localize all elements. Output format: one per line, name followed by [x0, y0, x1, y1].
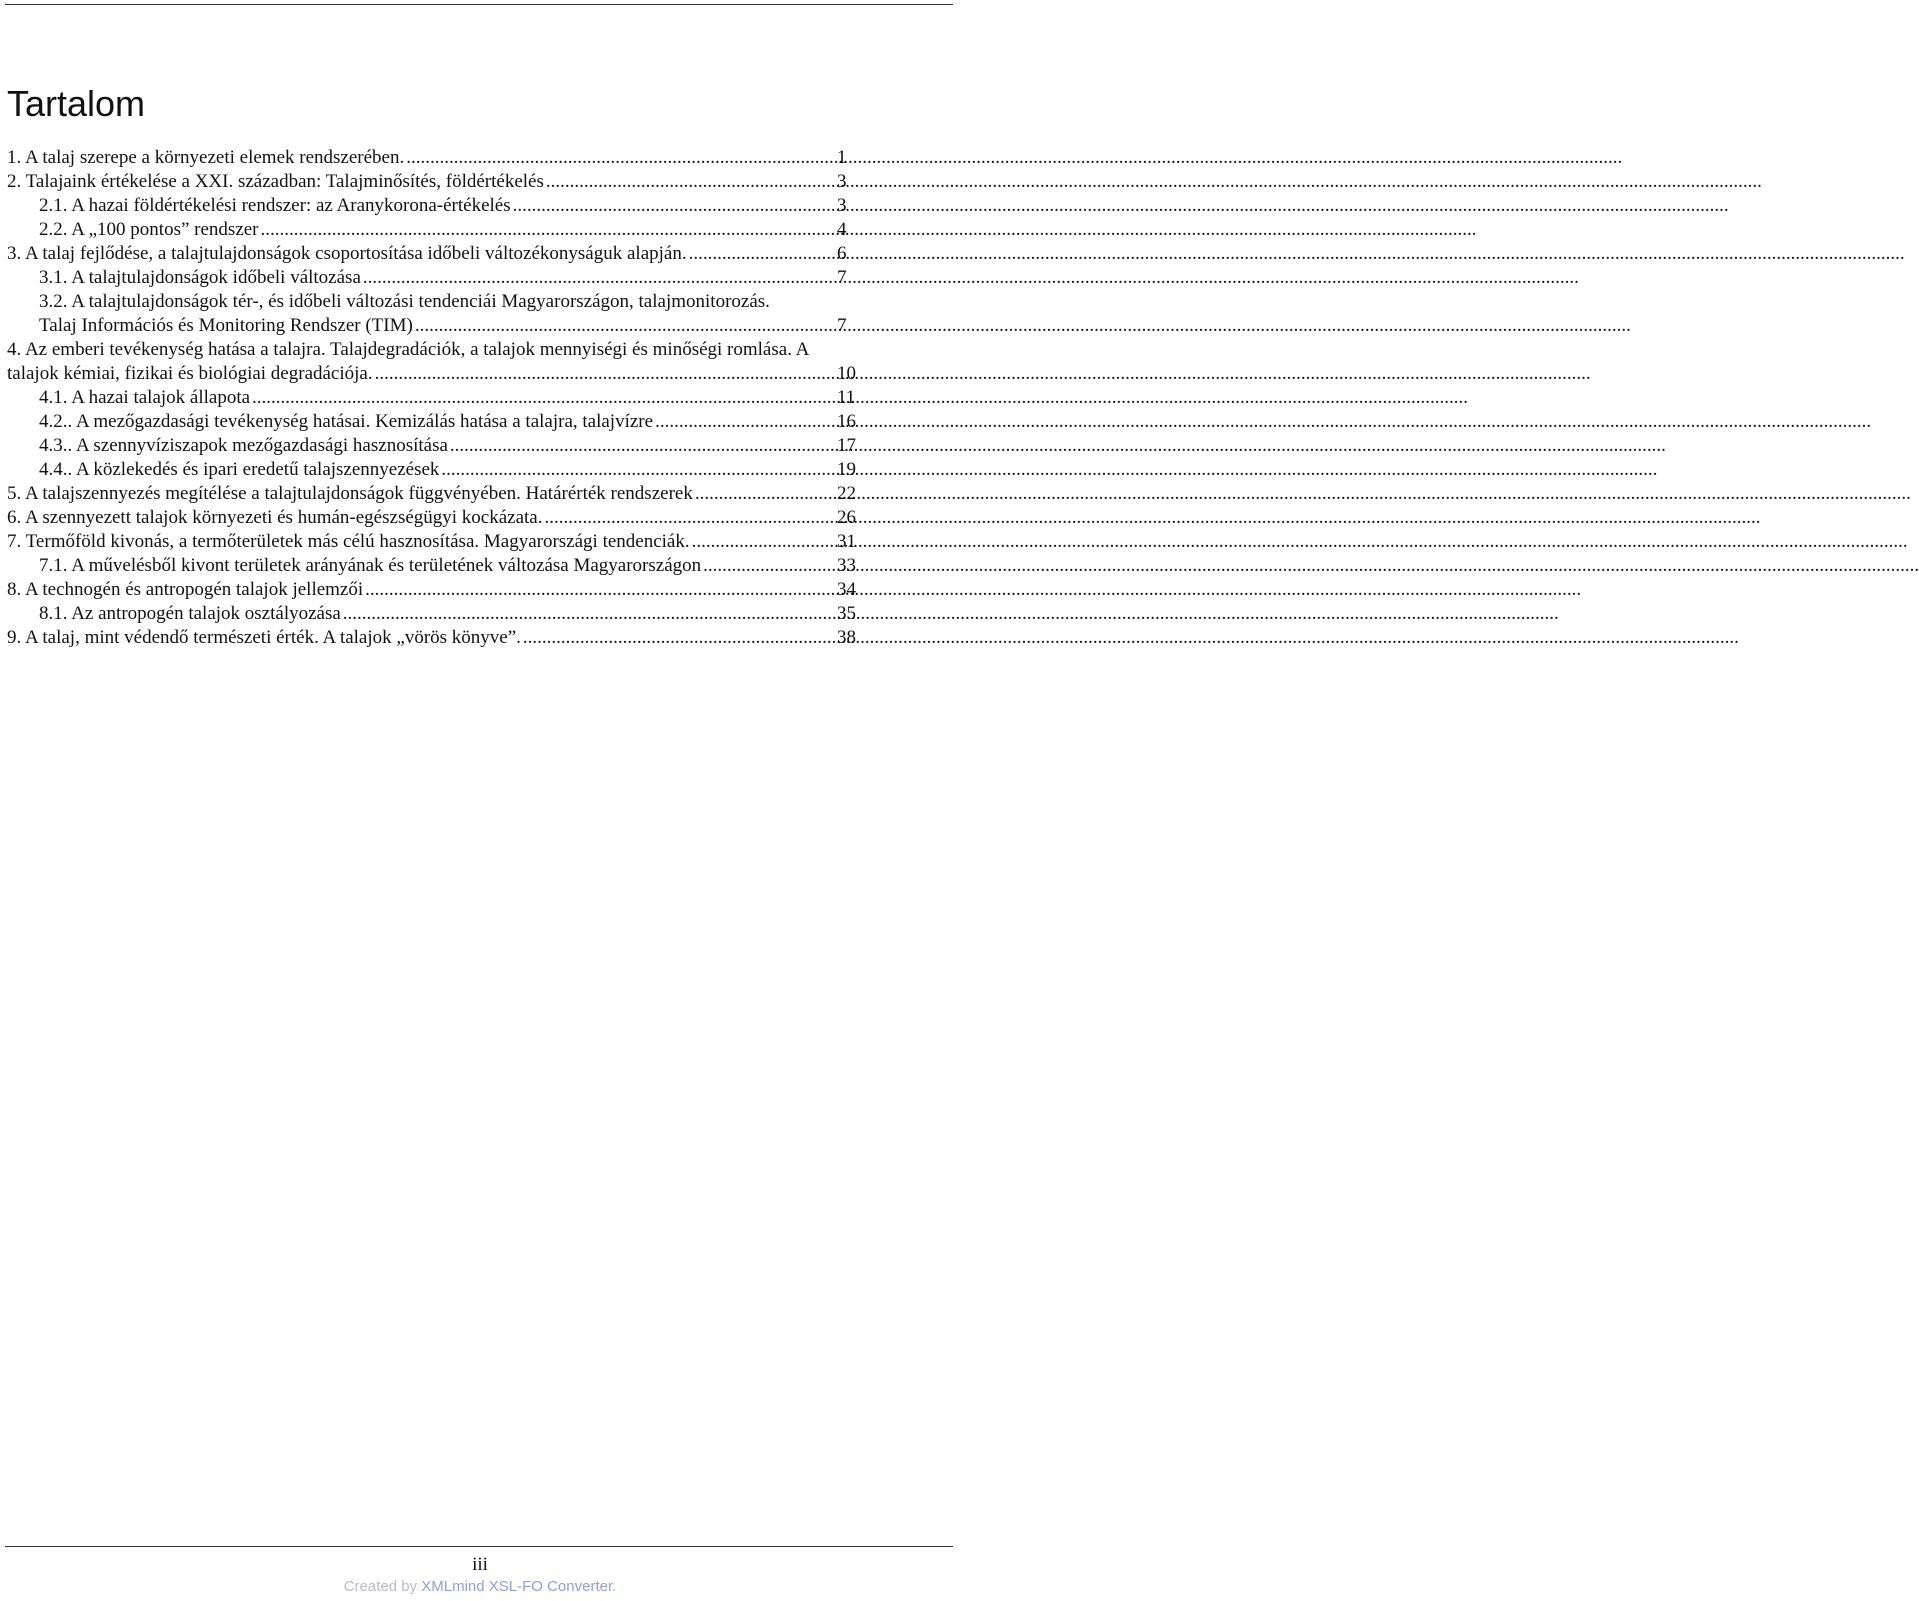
toc-leader-dots: [252, 386, 831, 410]
toc-page-number: 3: [837, 171, 847, 192]
toc-entry-7-1[interactable]: [7, 554, 863, 578]
toc-entry-3-2[interactable]: [7, 290, 863, 338]
toc-page-number: 4: [837, 219, 847, 240]
footer-rule: [5, 1546, 953, 1547]
toc-leader-dots: [365, 578, 831, 602]
toc-entry-text: 1. A talaj szerepe a környezeti elemek rendszerében.: [7, 147, 405, 168]
toc-leader-dots: [375, 362, 831, 386]
toc-entry-text: Talaj Információs és Monitoring Rendszer (TIM): [39, 315, 413, 336]
toc-leader-dots: [343, 602, 831, 626]
toc-leader-dots: [655, 410, 831, 434]
toc-entry-4-3[interactable]: [7, 434, 863, 458]
toc-entry-4-1[interactable]: [7, 386, 863, 410]
page-title: Tartalom: [7, 83, 146, 124]
toc-leader-dots: [692, 530, 831, 554]
header-rule: [5, 4, 953, 5]
toc-page-number: 22: [837, 483, 856, 504]
toc-entry-text: 2. Talajaink értékelése a XXI. században: Talajminősítés, földértékelés: [7, 171, 544, 192]
toc-page-number: 1: [837, 147, 847, 168]
toc-page-number: 33: [837, 555, 856, 576]
toc-leader-dots: [450, 434, 831, 458]
toc-entry-5[interactable]: [7, 482, 863, 506]
toc-entry-8[interactable]: [7, 578, 863, 602]
toc-leader-dots: [406, 146, 831, 170]
toc-entry-4-4[interactable]: [7, 458, 863, 482]
toc-entry-text: talajok kémiai, fizikai és biológiai degradációja.: [7, 363, 373, 384]
toc-entry-text: 3.1. A talajtulajdonságok időbeli változása: [39, 267, 361, 288]
toc-leader-dots: [513, 194, 831, 218]
toc-entry-4-2[interactable]: [7, 410, 863, 434]
toc-leader-dots: [363, 266, 831, 290]
toc-leader-dots: [689, 242, 831, 266]
toc-leader-dots: [441, 458, 831, 482]
toc-entry-text: 2.1. A hazai földértékelési rendszer: az Aranykorona-értékelés: [39, 195, 511, 216]
toc-entry-text: 9. A talaj, mint védendő természeti érték. A talajok „vörös könyve”.: [7, 627, 521, 648]
toc-page-number: 16: [837, 411, 856, 432]
toc-page-number: 26: [837, 507, 856, 528]
toc-page-number: 3: [837, 195, 847, 216]
toc-page-number: 7: [837, 315, 847, 336]
toc-entry-text-first-line: 3.2. A talajtulajdonságok tér-, és időbeli változási tendenciái Magyarországon, talajmonitorozás.: [39, 291, 770, 312]
generator-credit: [0, 1578, 960, 1595]
toc-leader-dots: [415, 314, 831, 338]
toc-entry-3[interactable]: [7, 242, 863, 266]
toc-page-number: 35: [837, 603, 856, 624]
generator-brand-link[interactable]: XMLmind XSL-FO Converter: [421, 1578, 613, 1595]
toc-entry-text: 2.2. A „100 pontos” rendszer: [39, 219, 259, 240]
toc-leader-dots: [261, 218, 831, 242]
toc-entry-text: 7.1. A művelésből kivont területek arányának és területének változása Magyarországon: [39, 555, 702, 576]
toc-entry-9[interactable]: [7, 626, 863, 650]
toc-leader-dots: [695, 482, 831, 506]
toc-page-number: 11: [837, 387, 856, 408]
toc-leader-dots: [545, 506, 832, 530]
toc-entry-text: 3. A talaj fejlődése, a talajtulajdonságok csoportosítása időbeli változékonyságuk alapján.: [7, 243, 687, 264]
toc-leader-dots: [703, 554, 831, 578]
toc-entry-1[interactable]: [7, 146, 863, 170]
toc-entry-text: 4.3.. A szennyvíziszapok mezőgazdasági hasznosítása: [39, 435, 448, 456]
toc-entry-text: 4.4.. A közlekedés és ipari eredetű talajszennyezések: [39, 459, 440, 480]
toc-entry-3-1[interactable]: [7, 266, 863, 290]
toc-page-number: 6: [837, 243, 847, 264]
toc-entry-2[interactable]: [7, 170, 863, 194]
page-number: iii: [472, 1554, 488, 1575]
toc-page-number: 19: [837, 459, 856, 480]
toc-entry-text: 6. A szennyezett talajok környezeti és humán-egészségügyi kockázata.: [7, 507, 543, 528]
toc-leader-dots: [546, 170, 831, 194]
toc-entry-2-1[interactable]: [7, 194, 863, 218]
toc-entry-6[interactable]: [7, 506, 863, 530]
toc-page-number: 34: [837, 579, 856, 600]
generator-credit-suffix: .: [612, 1578, 617, 1595]
generator-credit-prefix: Created by: [343, 1578, 418, 1595]
toc-entry-8-1[interactable]: [7, 602, 863, 626]
toc-entry-text: 5. A talajszennyezés megítélése a talajtulajdonságok függvényében. Határérték rendszerek: [7, 483, 693, 504]
toc-page-number: 17: [837, 435, 856, 456]
toc-page-number: 7: [837, 267, 847, 288]
toc-entry-text: 8.1. Az antropogén talajok osztályozása: [39, 603, 341, 624]
toc-entry-text: 4.1. A hazai talajok állapota: [39, 387, 251, 408]
toc-entry-text: 7. Termőföld kivonás, a termőterületek más célú hasznosítása. Magyarországi tendenciák.: [7, 531, 690, 552]
toc-entry-4[interactable]: [7, 338, 863, 386]
toc-entry-2-2[interactable]: [7, 218, 863, 242]
toc-page-number: 38: [837, 627, 856, 648]
toc-entry-text: 4.2.. A mezőgazdasági tevékenység hatásai. Kemizálás hatása a talajra, talajvízre: [39, 411, 654, 432]
toc-entry-7[interactable]: [7, 530, 863, 554]
toc-page-number: 31: [837, 531, 856, 552]
table-of-contents: [7, 146, 877, 650]
toc-leader-dots: [523, 626, 831, 650]
toc-page-number: 10: [837, 363, 856, 384]
toc-entry-text-first-line: 4. Az emberi tevékenység hatása a talajra. Talajdegradációk, a talajok mennyiségi és minőségi romlása. A: [7, 339, 810, 360]
toc-entry-text: 8. A technogén és antropogén talajok jellemzői: [7, 579, 364, 600]
